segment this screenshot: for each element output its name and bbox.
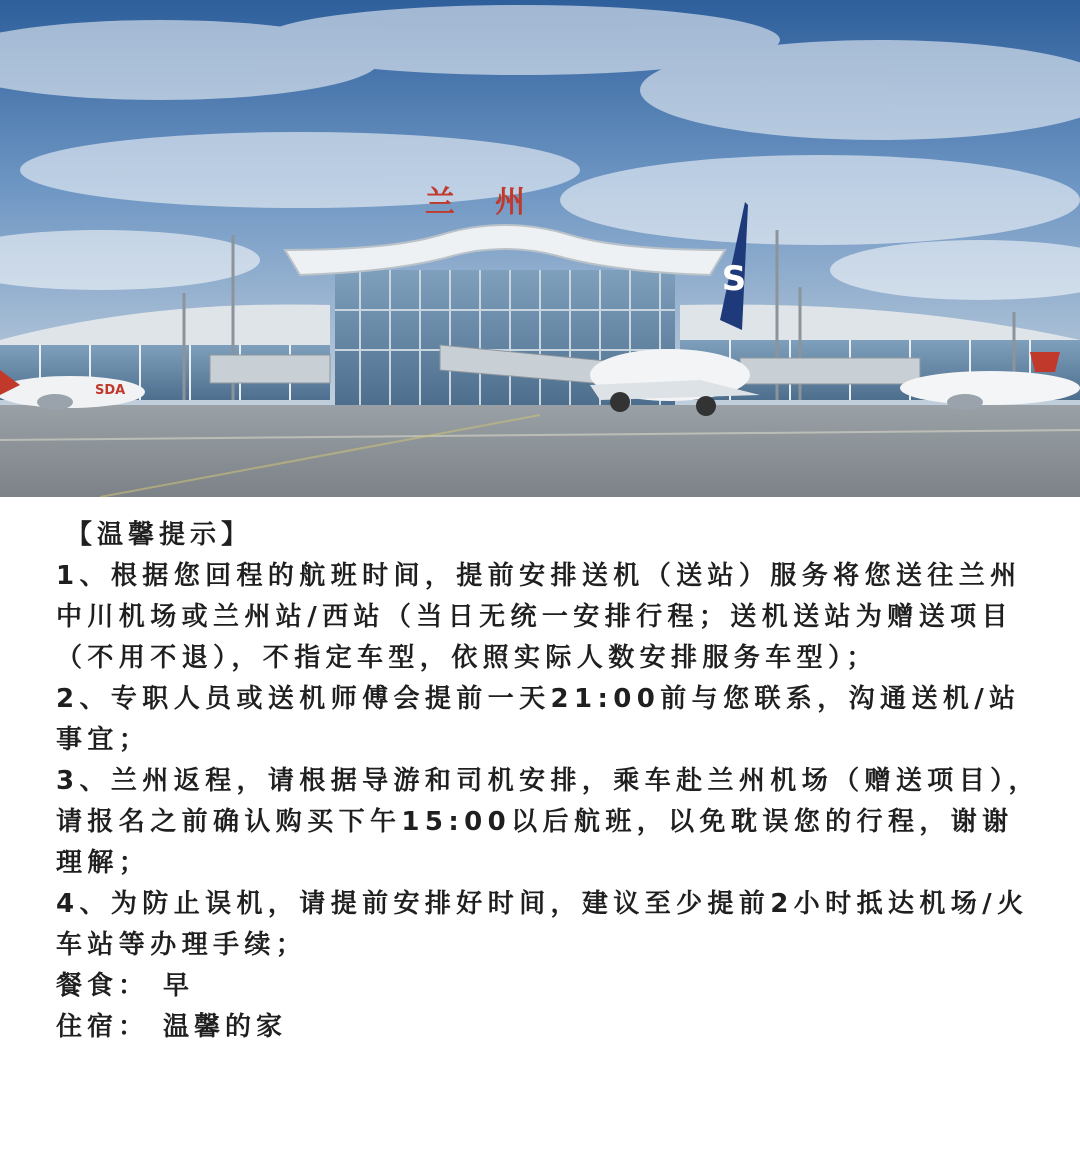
notice-item-1: 1、根据您回程的航班时间，提前安排送机（送站）服务将您送往兰州中川机场或兰州站/西站（当日无统一安排行程；送机送站为赠送项目（不用不退），不指定车型，依照实际人数安排服务车型）；	[56, 561, 1022, 673]
notice-title: 【温馨提示】	[66, 520, 253, 550]
notice-item-2: 2、专职人员或送机师傅会提前一天21:00前与您联系，沟通送机/站事宜；	[56, 684, 1021, 755]
lodging-info: 住宿： 温馨的家	[56, 1012, 288, 1042]
apron	[0, 405, 1080, 497]
notice-item-4: 4、为防止误机，请提前安排好时间，建议至少提前2小时抵达机场/火车站等办理手续；	[56, 889, 1029, 960]
notice-item-3: 3、兰州返程，请根据导游和司机安排，乘车赴兰州机场（赠送项目），请报名之前确认购买下午15:00以后航班，以免耽误您的行程，谢谢理解；	[56, 766, 1040, 878]
airport-terminal-photo	[0, 0, 1080, 497]
meals-info: 餐食： 早	[56, 971, 195, 1001]
svg-text:SDA: SDA	[95, 383, 126, 398]
terminal-illustration	[0, 0, 1080, 497]
tail-logo: S	[721, 259, 747, 299]
travel-notice	[56, 515, 1041, 1048]
terminal-sign: 兰州	[425, 185, 565, 220]
